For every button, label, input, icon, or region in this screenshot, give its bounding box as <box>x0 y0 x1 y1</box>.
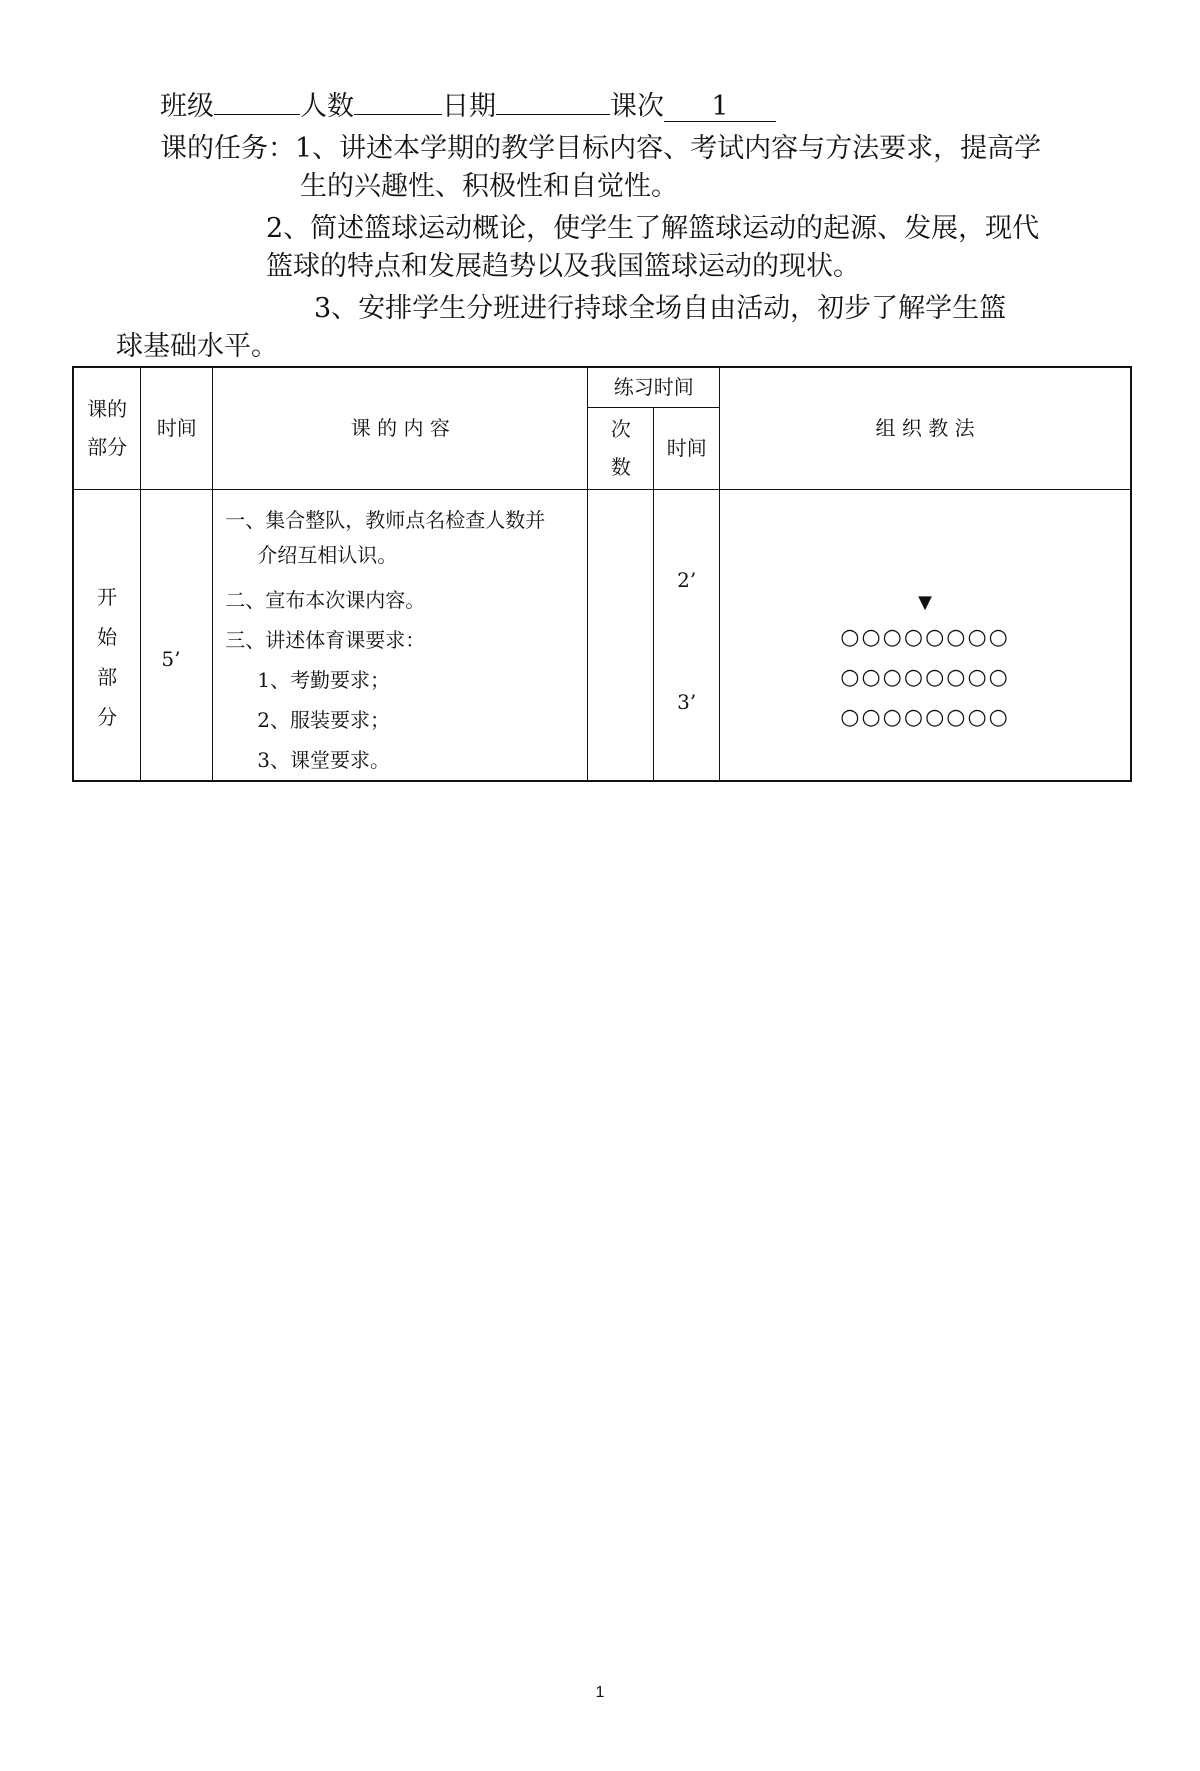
practice-time-1: 2’ <box>677 567 697 592</box>
part-char: 部 <box>97 664 118 689</box>
practice-header: 练习时间 <box>588 367 720 407</box>
task-item-3-line-2: 球基础水平。 <box>116 331 278 362</box>
task-item-2-line-1: 2、简述篮球运动概论，使学生了解篮球运动的起源、发展，现代 <box>266 213 1040 244</box>
class-field <box>214 84 300 115</box>
teacher-marker-icon: ▼ <box>918 591 932 613</box>
content-cell <box>213 489 588 781</box>
count-header-line-2: 数 <box>610 455 631 479</box>
content-line: 二、宣布本次课内容。 <box>225 587 426 612</box>
method-cell <box>720 489 1131 781</box>
student-row: ○○○○○○○○ <box>840 704 1010 730</box>
class-label: 班级 <box>160 91 214 122</box>
content-line: 3、课堂要求。 <box>257 747 390 772</box>
page-number: 1 <box>595 1684 605 1701</box>
formation-diagram <box>720 532 1130 738</box>
time-header: 时间 <box>141 367 213 489</box>
time-value: 5’ <box>161 646 181 671</box>
task-item-1-line-2: 生的兴趣性、积极性和自觉性。 <box>300 171 678 202</box>
part-header-line-2: 部分 <box>87 435 128 460</box>
task-1-text: 1、讲述本学期的教学目标内容、考试内容与方法要求，提高学 <box>295 133 1042 164</box>
tasks-label: 课的任务： <box>160 133 295 164</box>
content-line: 三、讲述体育课要求： <box>225 627 426 652</box>
student-row: ○○○○○○○○ <box>840 624 1010 650</box>
date-label: 日期 <box>442 91 496 122</box>
content-line: 一、集合整队，教师点名检查人数并 <box>225 507 546 532</box>
content-header: 课 的 内 容 <box>213 367 588 489</box>
session-label: 课次 <box>610 91 664 122</box>
time-cell <box>141 489 213 781</box>
count-field <box>354 84 442 115</box>
part-char: 分 <box>97 704 118 729</box>
content-line: 2、服装要求； <box>257 707 390 732</box>
lesson-table <box>72 366 1132 782</box>
count-cell <box>588 489 654 781</box>
count-header <box>588 407 654 489</box>
part-char: 始 <box>97 624 118 649</box>
content-line: 介绍互相认识。 <box>257 542 398 567</box>
method-header: 组 织 教 法 <box>720 367 1131 489</box>
practice-time-header: 时间 <box>654 407 720 489</box>
task-item-3-line-1: 3、安排学生分班进行持球全场自由活动，初步了解学生篮 <box>314 293 1007 324</box>
session-field: 1 <box>664 91 776 122</box>
count-label: 人数 <box>300 91 354 122</box>
task-item-1-line-1 <box>160 130 1041 168</box>
practice-time-cell <box>654 489 720 781</box>
content-line: 1、考勤要求； <box>257 667 390 692</box>
date-field <box>496 84 610 115</box>
task-item-2-line-2: 篮球的特点和发展趋势以及我国篮球运动的现状。 <box>266 251 860 282</box>
part-header <box>73 367 141 489</box>
practice-time-2: 3’ <box>677 689 697 714</box>
part-cell <box>73 489 141 781</box>
count-header-line-1: 次 <box>610 417 631 441</box>
student-row: ○○○○○○○○ <box>840 664 1010 690</box>
part-header-line-1: 课的 <box>87 397 128 422</box>
lesson-header <box>160 84 776 123</box>
part-char: 开 <box>97 584 118 609</box>
